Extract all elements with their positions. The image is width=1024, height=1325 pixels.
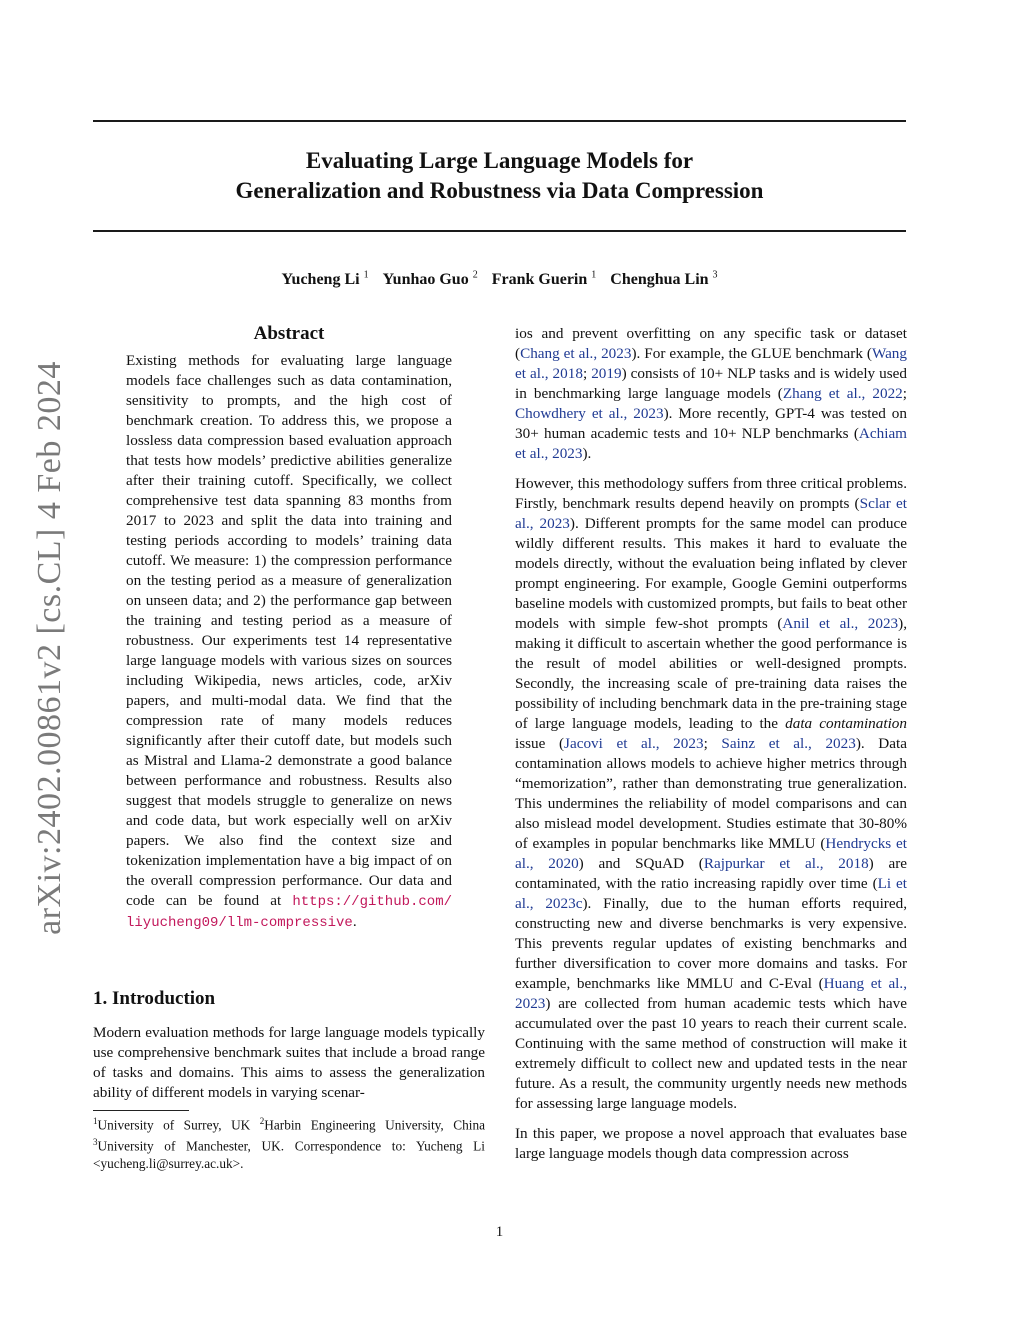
code-link-line-1: https://github.com/: [292, 894, 453, 910]
text-span: ). Finally, due to the human efforts required, constructing new and diverse benchmarks is very expensive. This prevents regular updates of existing benchmarks and further diversification to cover more domains and tasks. For example, benchmarks like MMLU and C-Eval (: [515, 895, 907, 992]
section-heading-introduction: 1. Introduction: [93, 988, 216, 1009]
footnote-marker: 2: [259, 1116, 265, 1126]
text-span: issue (: [515, 735, 565, 752]
text-span: ;: [582, 365, 592, 382]
author-affiliation: 1: [363, 270, 369, 281]
citation-link[interactable]: Sclar et al., 2023: [515, 495, 907, 532]
author-name: Yucheng Li: [281, 271, 360, 289]
author-affiliation: 1: [591, 270, 597, 281]
citation-link[interactable]: Sainz et al., 2023: [721, 735, 856, 752]
affiliation-footnote: [93, 1113, 485, 1172]
affiliation-3: University of Manchester, UK. Correspondence to: Yucheng Li <yucheng.li@surrey.ac.uk>.: [93, 1138, 485, 1171]
citation-link[interactable]: Anil et al., 2023: [782, 615, 899, 632]
footnote-marker: 1: [93, 1116, 98, 1126]
affiliation-1: University of Surrey, UK: [97, 1117, 260, 1133]
emphasis-term: data contamination: [785, 715, 907, 732]
title-rule-top: [93, 120, 906, 122]
author-affiliation: 2: [472, 270, 478, 281]
footnote-rule: [93, 1110, 189, 1111]
text-span: However, this methodology suffers from three critical problems. Firstly, benchmark results depend heavily on prompts (: [515, 475, 907, 512]
author-name: Yunhao Guo: [382, 271, 469, 289]
author: [492, 271, 597, 288]
text-span: ), making it difficult to ascertain whether the good performance is the result of model abilities or well-designed prompts. Secondly, the increasing scale of pre-training data raises the possibility of including benchmark data in the pre-training stage of large language models, leading to the: [515, 615, 908, 732]
abstract-end: .: [352, 913, 357, 930]
citation-link[interactable]: Chang et al., 2023: [520, 345, 632, 362]
page-number: 1: [495, 1224, 504, 1240]
code-link-line-2: liyucheng09/llm-compressive: [126, 915, 353, 931]
citation-link[interactable]: 2019: [591, 365, 622, 382]
citation-link[interactable]: Zhang et al., 2022: [782, 385, 903, 402]
author-name: Frank Guerin: [491, 271, 588, 289]
text-span: ) are collected from human academic tests which have accumulated over the past 10 years to reach their current scale. Continuing with the same method of construction will make it extremely difficult to collect new and updated tests in the near future. As a result, the community urgently needs new methods for assessing large language models.: [515, 995, 907, 1112]
abstract-text: [126, 351, 452, 933]
title-line-2: Generalization and Robustness via Data Compression: [235, 178, 764, 203]
author-affiliation: 3: [712, 270, 718, 281]
paper-title: [93, 146, 906, 206]
right-column: [515, 324, 907, 1164]
text-span: ). More recently, GPT-4 was tested on 30+ human academic tests and 10+ NLP benchmarks (: [515, 405, 907, 442]
author: [383, 271, 478, 288]
paragraph: [515, 474, 907, 1114]
paragraph: [515, 324, 907, 464]
text-span: ). Data contamination allows models to achieve higher metrics through “memorization”, rather than demonstrating true generalization. This undermines the reliability of model comparisons and can also mislead model development. Studies estimate that 30-80% of examples in popular benchmarks like MMLU (: [515, 735, 907, 852]
abstract-heading: Abstract: [253, 323, 325, 344]
citation-link[interactable]: Chowdhery et al., 2023: [515, 405, 664, 422]
author-name: Chenghua Lin: [610, 271, 709, 289]
text-span: ) and SQuAD (: [578, 855, 704, 872]
citation-link[interactable]: Jacovi et al., 2023: [564, 735, 704, 752]
text-span: ) are contaminated, with the ratio increasing rapidly over time (: [515, 855, 907, 892]
text-span: ios and prevent overfitting on any specific task or dataset (: [515, 325, 907, 362]
author: [281, 271, 368, 288]
author: [610, 271, 717, 288]
text-span: ). Different prompts for the same model can produce wildly different results. This makes it hard to evaluate the models directly, without the evaluation being inflated by clever prompt engineering. For example, Google Gemini outperforms baseline models with customized prompts, but fails to beat other models with simple few-shot prompts (: [515, 515, 907, 632]
author-list: [93, 265, 906, 291]
citation-link[interactable]: Wang et al., 2018: [515, 345, 907, 382]
citation-link[interactable]: Hendrycks et al., 2020: [515, 835, 907, 872]
text-span: ).: [582, 445, 592, 462]
text-span: ) consists of 10+ NLP tasks and is widely used in benchmarking large language models (: [515, 365, 908, 402]
title-line-1: Evaluating Large Language Models for: [305, 148, 694, 173]
paragraph: In this paper, we propose a novel approach that evaluates base large language models though data compression across: [515, 1125, 907, 1162]
citation-link[interactable]: Huang et al., 2023: [515, 975, 907, 1012]
title-rule-bottom: [93, 230, 906, 232]
footnote-marker: 3: [93, 1136, 98, 1147]
affiliation-2: Harbin Engineering University, China: [264, 1117, 486, 1133]
text-span: ). For example, the GLUE benchmark (: [631, 345, 872, 362]
introduction-text: Modern evaluation methods for large language models typically use comprehensive benchmark suites that include a broad range of tasks and domains. This aims to assess the generalization ability of different models in varying scenar-: [93, 1024, 485, 1101]
citation-link[interactable]: Rajpurkar et al., 2018: [703, 855, 869, 872]
citation-link[interactable]: Li et al., 2023c: [515, 875, 907, 912]
citation-link[interactable]: Achiam et al., 2023: [515, 425, 907, 462]
abstract-paragraph: Existing methods for evaluating large language models face challenges such as data contamination, sensitivity to prompts, and the high cost of benchmark creation. To address this, we propose a lossless data compression based evaluation approach that tests how models’ predictive abilities generalize after their training cutoff. Specifically, we collect comprehensive test data spanning 83 months from 2017 to 2023 and split the data into training and testing periods according to models’ training data cutoff. We measure: 1) the compression performance on the testing period as a measure of generalization on unseen data; and 2) the performance gap between the training and testing period as a measure of robustness. Our experiments test 14 representative large language models with various sizes on sources including Wikipedia, news articles, code, arXiv papers, and multi-modal data. We find that the compression rate of many models reduces significantly after their cutoff date, but models such as Mistral and Llama-2 demonstrate a good balance between performance and robustness. Results also suggest that models struggle to generalize on news and code data, but work especially well on arXiv papers. We also find the context size and tokenization implementation have a big impact of on the overall compression performance. Our data and code can be found at: [126, 352, 452, 909]
text-span: ;: [703, 735, 722, 752]
text-span: ;: [902, 385, 907, 402]
arxiv-stamp: arXiv:2402.00861v2 [cs.CL] 4 Feb 2024: [31, 361, 68, 935]
